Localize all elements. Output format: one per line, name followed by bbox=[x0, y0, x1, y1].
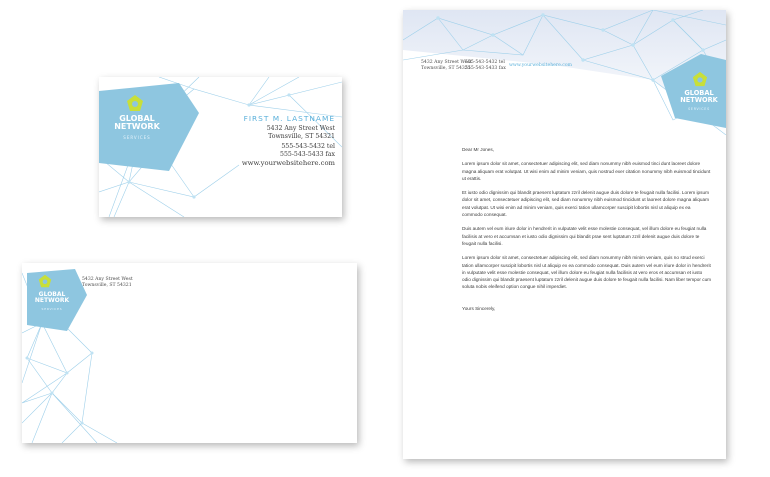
card-city: Townsville, ST 54321 bbox=[268, 133, 335, 140]
logo-title bbox=[675, 90, 723, 103]
logo-tagline: SERVICES bbox=[123, 135, 151, 140]
pentagon-network-icon bbox=[692, 71, 708, 87]
envelope bbox=[22, 263, 357, 443]
salutation: Dear Mr Jones, bbox=[462, 147, 495, 152]
logo-title bbox=[30, 292, 74, 304]
letterhead-fax: 555-543-5433 fax bbox=[465, 66, 506, 71]
logo-tagline: SERVICES bbox=[41, 307, 63, 311]
logo-line1: GLOBAL bbox=[119, 114, 155, 123]
card-fax: 555-543-5433 fax bbox=[280, 151, 335, 158]
letter-body bbox=[462, 146, 712, 312]
closing: Yours Sincerely, bbox=[462, 305, 496, 311]
paragraph-1: Lorem ipsum dolor sit amet, consectetuer adipiscing elit, sed diam nonummy nibh euismod tinci dunt laoreet dolore magna aliquam erat volutpat. Ut wisi enim ad minim veniam, quis nostrud exer citation nonummy nibh euismod tincidunt ut erattis. bbox=[462, 161, 711, 181]
card-tel: 555-543-5432 tel bbox=[281, 143, 335, 150]
paragraph-3: Duis autem vel eum iriure dolor in hendrerit in vulputate velit esse molestie consequat, vel illum dolore eu feugiat nulla facilisis at vero et accumsan et iusto odio dignissim qui blandit prae sent luptatum zzril delenit augue duis dolore te feugait nulla facilisi. bbox=[462, 226, 707, 246]
logo-tagline: SERVICES bbox=[688, 107, 710, 111]
envelope-city: Townsville, ST 54321 bbox=[82, 283, 132, 288]
pentagon-network-icon bbox=[126, 94, 144, 112]
letterhead-tel: 555-543-5432 tel bbox=[465, 60, 505, 65]
card-website: www.yourwebsitehere.com bbox=[241, 159, 335, 167]
paragraph-4: Lorem ipsum dolor sit amet, consectetuer adipiscing elit, sed diam nonummy nibh minim veniam, quis no strud exerci tation ullamcorper suscipit lobortis nisl ut aliquip ex ea commodo consequat. Duis autem vel eum iriure dolor in hendrerit in vulputate velit esse molestie consequat, vel illum dolore eu feugiat nulla facilisis at vero eros et accumsan et iusto odio dignissim qui blandit praesent luptatum zzril delenit augue duis dolore te feugait nulla facilisi. Nam liber tempor cum soluta nobis eleifend option congue nihil imperdiet. bbox=[462, 255, 712, 290]
pentagon-network-icon bbox=[38, 274, 52, 288]
logo-line1: GLOBAL bbox=[684, 89, 714, 97]
letterhead-city: Townsville, ST 54321 bbox=[421, 66, 471, 71]
business-card bbox=[99, 77, 342, 217]
contact-name: FIRST M. LASTNAME bbox=[243, 114, 335, 123]
logo-line2: NETWORK bbox=[34, 297, 70, 304]
paragraph-2: Et iusto odio dignissim qui blandit praesent luptatum zzril delenit augue duis dolore te feugait nulla facilisi. Lorem ipsum dolor sit amet, consectetuer adipiscing elit, sed diam nonummy nibh euismod tincidunt ut laoreet dolore magna aliquam erat volutpat. Ut wisi enim ad minim veniam, quis exerci tation ullamcorper suscipit lobortis nisl ut aliquip ex ea commodo consequat. bbox=[462, 190, 710, 218]
letterhead-website: www.yourwebsitehere.com bbox=[509, 63, 572, 68]
logo-line1: GLOBAL bbox=[38, 291, 66, 298]
letterhead-street: 5432 Any Street West bbox=[421, 60, 472, 65]
card-street: 5432 Any Street West bbox=[266, 125, 335, 132]
logo-line2: NETWORK bbox=[680, 95, 718, 104]
logo-line2: NETWORK bbox=[114, 122, 160, 131]
logo-title bbox=[107, 115, 167, 131]
envelope-street: 5432 Any Street West bbox=[82, 277, 133, 282]
letterhead bbox=[403, 10, 726, 459]
